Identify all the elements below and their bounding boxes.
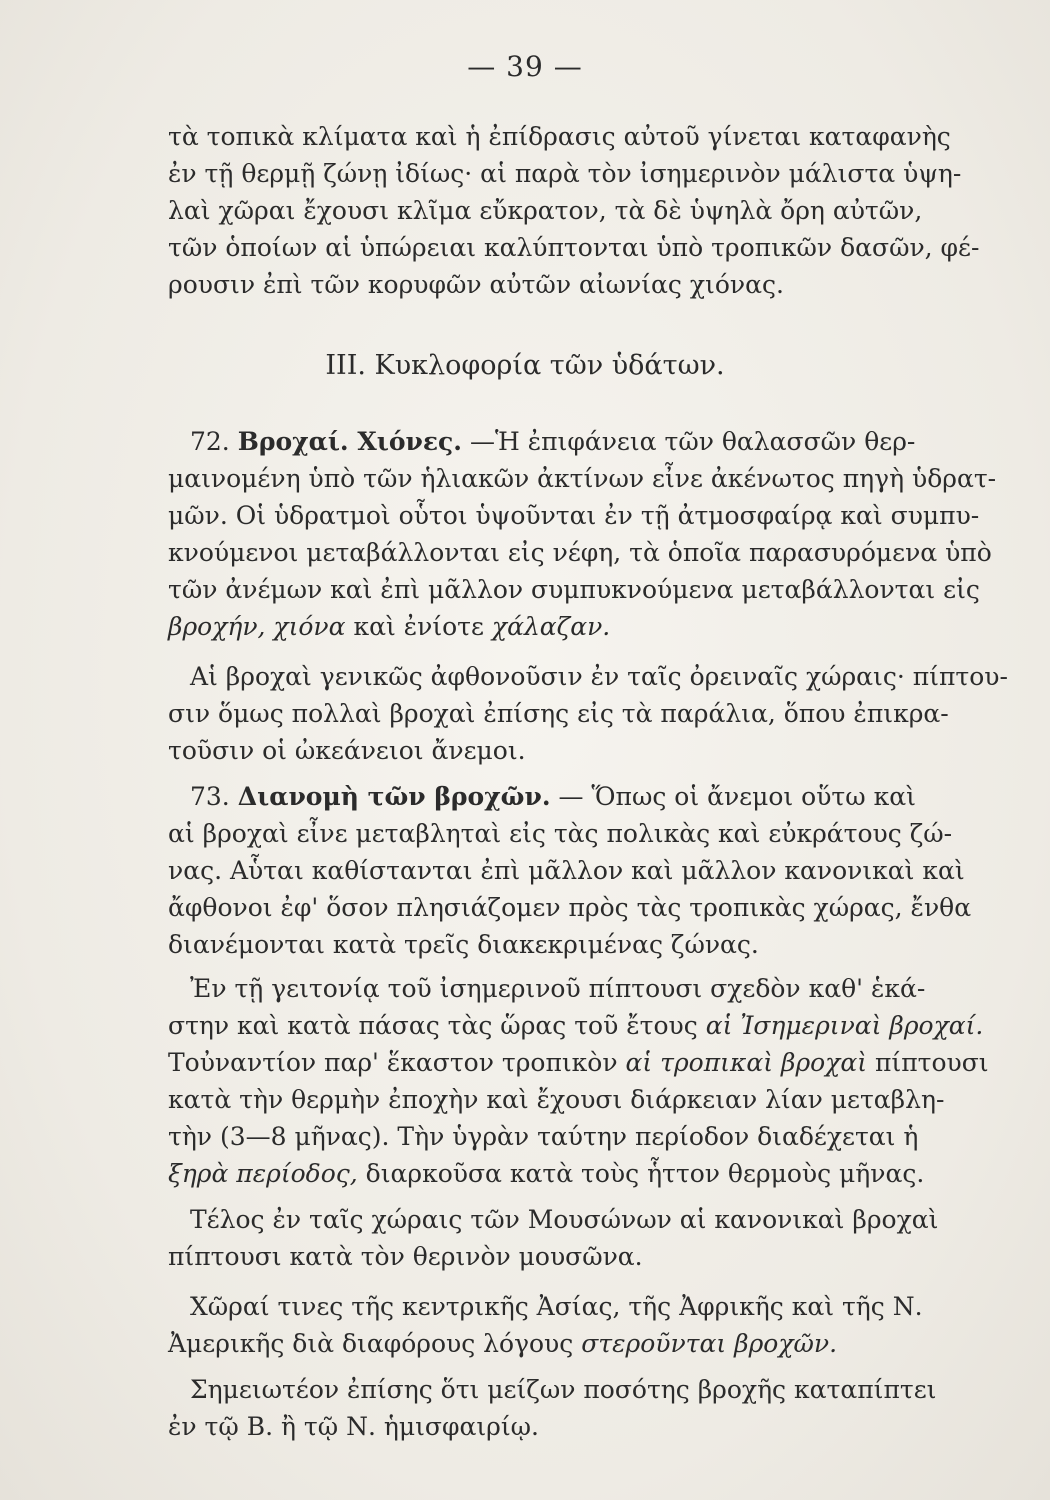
text-line: τὰ τοπικὰ κλίματα καὶ ἡ ἐπίδρασις αὐτοῦ γίνεται καταφανὴς bbox=[168, 122, 951, 151]
text-span: Ἀμερικῆς διὰ διαφόρους λόγους bbox=[168, 1329, 582, 1358]
italic-term: αἱ Ἰσημεριναὶ βροχαί. bbox=[705, 1011, 984, 1040]
italic-term: στεροῦνται βροχῶν. bbox=[581, 1329, 838, 1358]
text-line: Χῶραί τινες τῆς κεντρικῆς Ἀσίας, τῆς Ἀφρικῆς καὶ τῆς Ν. bbox=[190, 1292, 923, 1321]
text-line: μῶν. Οἱ ὑδρατμοὶ οὗτοι ὑψοῦνται ἐν τῇ ἀτμοσφαίρᾳ καὶ συμπυ- bbox=[168, 501, 980, 530]
text-line: κνούμενοι μεταβάλλονται εἰς νέφη, τὰ ὁποῖα παρασυρόμενα ὑπὸ bbox=[168, 538, 992, 567]
page-number: — 39 — bbox=[467, 50, 583, 83]
section-title: Διανομὴ τῶν βροχῶν. bbox=[237, 782, 551, 811]
text-line: λαὶ χῶραι ἔχουσι κλῖμα εὔκρατον, τὰ δὲ ὑψηλὰ ὄρη αὐτῶν, bbox=[168, 196, 923, 225]
section-72-first-line bbox=[190, 425, 915, 459]
section-text: —Ἡ ἐπιφάνεια τῶν θαλασσῶν θερ- bbox=[469, 427, 916, 456]
section-title: Βροχαί. Χιόνες. bbox=[237, 427, 462, 456]
italic-term: χάλαζαν. bbox=[491, 612, 611, 641]
text-span: στην καὶ κατὰ πάσας τὰς ὥρας τοῦ ἔτους bbox=[168, 1011, 706, 1040]
text-line: Τέλος ἐν ταῖς χώραις τῶν Μουσώνων αἱ κανονικαὶ βροχαὶ bbox=[190, 1205, 939, 1234]
text-line: Αἱ βροχαὶ γενικῶς ἀφθονοῦσιν ἐν ταῖς ὀρειναῖς χώραις· πίπτου- bbox=[190, 662, 1008, 691]
text-line: νας. Αὗται καθίστανται ἐπὶ μᾶλλον καὶ μᾶλλον κανονικαὶ καὶ bbox=[168, 856, 965, 885]
text-line bbox=[168, 1327, 837, 1361]
text-line bbox=[168, 610, 610, 644]
italic-term: βροχήν, χιόνα bbox=[168, 612, 346, 641]
text-line: ἄφθονοι ἐφ' ὅσον πλησιάζομεν πρὸς τὰς τροπικὰς χώρας, ἔνθα bbox=[168, 893, 972, 922]
text-line: αἱ βροχαὶ εἶνε μεταβληταὶ εἰς τὰς πολικὰς καὶ εὐκράτους ζώ- bbox=[168, 819, 953, 848]
text-line: μαινομένη ὑπὸ τῶν ἡλιακῶν ἀκτίνων εἶνε ἀκένωτος πηγὴ ὑδρατ- bbox=[168, 464, 997, 493]
section-number: 72. bbox=[190, 427, 230, 456]
section-number: 73. bbox=[190, 782, 230, 811]
text-line: σιν ὅμως πολλαὶ βροχαὶ ἐπίσης εἰς τὰ παράλια, ὅπου ἐπικρα- bbox=[168, 699, 949, 728]
text-line: πίπτουσι κατὰ τὸν θερινὸν μουσῶνα. bbox=[168, 1242, 643, 1271]
text-line: Ἐν τῇ γειτονίᾳ τοῦ ἰσημερινοῦ πίπτουσι σχεδὸν καθ' ἑκά- bbox=[190, 974, 926, 1003]
italic-term: αἱ τροπικαὶ βροχαὶ bbox=[625, 1048, 868, 1077]
text-line: Σημειωτέον ἐπίσης ὅτι μείζων ποσότης βροχῆς καταπίπτει bbox=[190, 1375, 937, 1404]
text-span: καὶ ἐνίοτε bbox=[345, 612, 492, 641]
text-line: ἐν τῷ Β. ἢ τῷ Ν. ἡμισφαιρίῳ. bbox=[168, 1412, 539, 1441]
text-line bbox=[168, 1046, 989, 1080]
text-line: ἐν τῇ θερμῇ ζώνῃ ἰδίως· αἱ παρὰ τὸν ἰσημερινὸν μάλιστα ὑψη- bbox=[168, 159, 962, 188]
text-span: Τοὐναντίον παρ' ἕκαστον τροπικὸν bbox=[168, 1048, 626, 1077]
section-heading: III. Κυκλοφορία τῶν ὑδάτων. bbox=[325, 350, 725, 381]
text-span: διαρκοῦσα κατὰ τοὺς ἧττον θερμοὺς μῆνας. bbox=[357, 1159, 925, 1188]
text-line: τὴν (3—8 μῆνας). Τὴν ὑγρὰν ταύτην περίοδον διαδέχεται ἡ bbox=[168, 1122, 919, 1151]
italic-term: ξηρὰ περίοδος, bbox=[168, 1159, 358, 1188]
text-span: πίπτουσι bbox=[867, 1048, 989, 1077]
section-text: — Ὅπως οἱ ἄνεμοι οὕτω καὶ bbox=[558, 782, 916, 811]
text-line: τῶν ὁποίων αἱ ὑπώρειαι καλύπτονται ὑπὸ τροπικῶν δασῶν, φέ- bbox=[168, 233, 980, 262]
text-line: τοῦσιν οἱ ὠκεάνειοι ἄνεμοι. bbox=[168, 736, 526, 765]
text-line: κατὰ τὴν θερμὴν ἐποχὴν καὶ ἔχουσι διάρκειαν λίαν μεταβλη- bbox=[168, 1085, 945, 1114]
text-line bbox=[168, 1157, 924, 1191]
text-line: ρουσιν ἐπὶ τῶν κορυφῶν αὐτῶν αἰωνίας χιόνας. bbox=[168, 270, 784, 299]
text-line bbox=[168, 1009, 983, 1043]
text-line: τῶν ἀνέμων καὶ ἐπὶ μᾶλλον συμπυκνούμενα μεταβάλλονται εἰς bbox=[168, 575, 980, 604]
section-73-first-line bbox=[190, 780, 916, 814]
text-line: διανέμονται κατὰ τρεῖς διακεκριμένας ζώνας. bbox=[168, 930, 759, 959]
